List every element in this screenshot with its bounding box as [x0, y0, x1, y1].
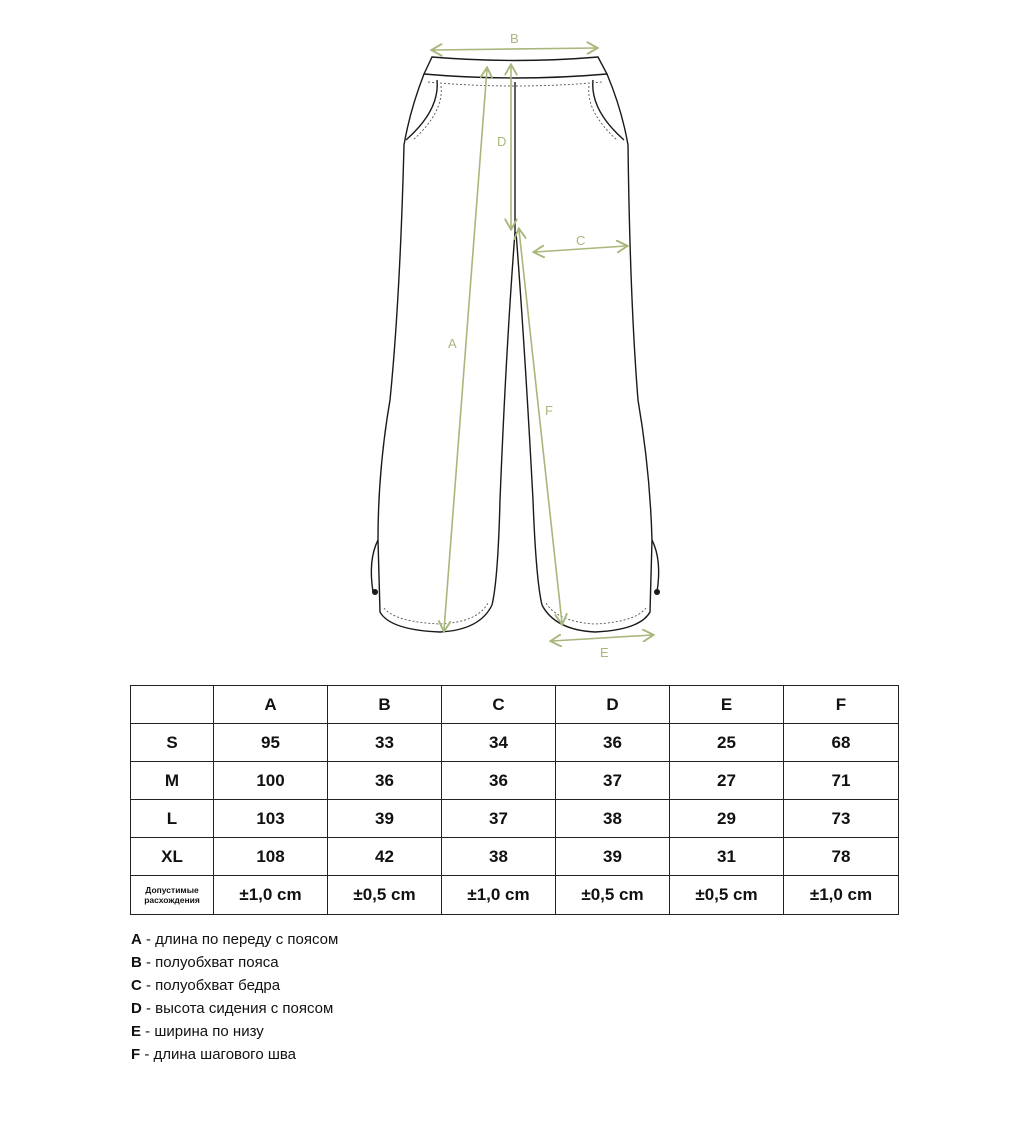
tolerance-cell: ±0,5 cm: [328, 876, 442, 915]
value-cell: 25: [670, 724, 784, 762]
value-cell: 31: [670, 838, 784, 876]
dimension-lines: [433, 48, 652, 641]
value-cell: 108: [214, 838, 328, 876]
dim-label-f: F: [545, 403, 553, 418]
value-cell: 71: [784, 762, 899, 800]
dim-label-e: E: [600, 645, 609, 660]
value-cell: 27: [670, 762, 784, 800]
header-cell-empty: [131, 686, 214, 724]
legend-key: D: [131, 1000, 142, 1017]
legend-item-d: [131, 997, 338, 1020]
value-cell: 39: [556, 838, 670, 876]
value-cell: 34: [442, 724, 556, 762]
value-cell: 33: [328, 724, 442, 762]
legend-key: A: [131, 931, 142, 948]
tolerance-cell: ±0,5 cm: [670, 876, 784, 915]
dim-label-c: C: [576, 233, 586, 248]
dim-label-a: A: [448, 336, 457, 351]
header-cell-e: E: [670, 686, 784, 724]
legend-text: - высота сидения с поясом: [141, 1000, 334, 1017]
value-cell: 68: [784, 724, 899, 762]
tolerance-cell: ±1,0 cm: [442, 876, 556, 915]
tolerance-cell: ±1,0 cm: [214, 876, 328, 915]
legend-text: - полуобхват пояса: [141, 954, 279, 971]
value-cell: 39: [328, 800, 442, 838]
button-left: [372, 589, 378, 595]
legend-text: - длина по переду с поясом: [141, 931, 339, 948]
header-cell-d: D: [556, 686, 670, 724]
header-cell-a: A: [214, 686, 328, 724]
value-cell: 73: [784, 800, 899, 838]
value-cell: 95: [214, 724, 328, 762]
size-cell: XL: [131, 838, 214, 876]
value-cell: 36: [328, 762, 442, 800]
tolerance-cell: ±1,0 cm: [784, 876, 899, 915]
size-cell: L: [131, 800, 214, 838]
legend-item-e: [131, 1020, 338, 1043]
legend-text: - длина шагового шва: [140, 1046, 297, 1063]
button-right: [654, 589, 660, 595]
legend-key: F: [131, 1046, 141, 1063]
value-cell: 103: [214, 800, 328, 838]
dim-label-d: D: [497, 134, 507, 149]
legend-text: - полуобхват бедра: [141, 977, 281, 994]
tolerance-label: [131, 876, 214, 915]
value-cell: 29: [670, 800, 784, 838]
value-cell: 37: [442, 800, 556, 838]
tolerance-label-line2: расхождения: [144, 895, 200, 905]
value-cell: 36: [556, 724, 670, 762]
dim-line-b: [433, 48, 596, 50]
header-cell-c: C: [442, 686, 556, 724]
value-cell: 36: [442, 762, 556, 800]
value-cell: 37: [556, 762, 670, 800]
table-row-l: [131, 800, 899, 838]
tolerance-label-line1: Допустимые: [145, 885, 199, 895]
dim-label-b: B: [510, 31, 519, 46]
legend-key: C: [131, 977, 142, 994]
table-row-tolerance: [131, 876, 899, 915]
legend-item-b: [131, 951, 338, 974]
dim-line-e: [552, 635, 652, 641]
legend-item-f: [131, 1043, 338, 1066]
header-cell-f: F: [784, 686, 899, 724]
table-row-xl: [131, 838, 899, 876]
value-cell: 100: [214, 762, 328, 800]
table-row-m: [131, 762, 899, 800]
legend-key: E: [131, 1023, 142, 1040]
value-cell: 78: [784, 838, 899, 876]
table-row-s: [131, 724, 899, 762]
legend-item-c: [131, 974, 338, 997]
value-cell: 38: [556, 800, 670, 838]
value-cell: 38: [442, 838, 556, 876]
tolerance-cell: ±0,5 cm: [556, 876, 670, 915]
size-cell: M: [131, 762, 214, 800]
legend-key: B: [131, 954, 142, 971]
legend-text: - ширина по низу: [141, 1023, 264, 1040]
value-cell: 42: [328, 838, 442, 876]
table-header-row: [131, 686, 899, 724]
legend-item-a: [131, 928, 338, 951]
measurement-legend: [131, 928, 338, 1066]
dim-line-f: [519, 230, 562, 623]
trousers-outline: [371, 57, 658, 632]
size-cell: S: [131, 724, 214, 762]
size-table: [130, 685, 899, 915]
header-cell-b: B: [328, 686, 442, 724]
